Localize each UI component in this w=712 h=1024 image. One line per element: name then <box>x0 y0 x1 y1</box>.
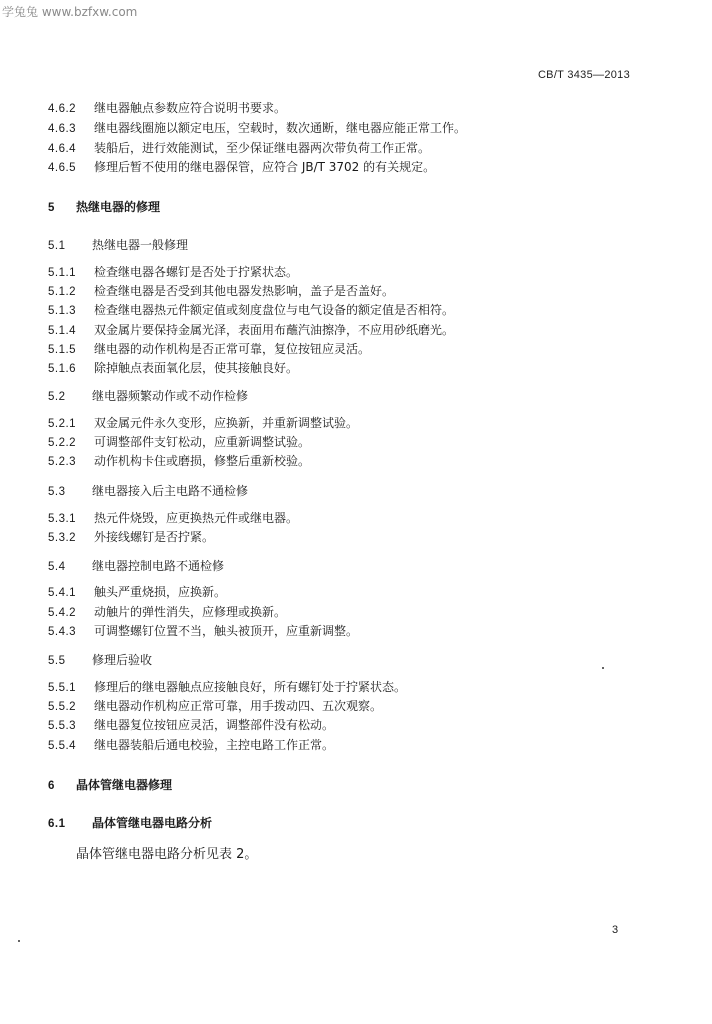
clause-5-2-2 <box>48 432 310 452</box>
clause-number: 5.1.2 <box>48 286 77 298</box>
clause-number: 5.4.3 <box>48 626 77 638</box>
section-number: 5 <box>48 202 55 214</box>
clause-5-5-2 <box>48 696 382 716</box>
scan-speck <box>602 667 604 669</box>
subsection-5-2-heading <box>48 386 248 406</box>
clause-number: 5.2.3 <box>48 456 77 468</box>
clause-5-1-6 <box>48 358 298 378</box>
clause-text: 可调整螺钉位置不当，触头被顶开，应重新调整。 <box>94 624 359 638</box>
clause-5-4-1 <box>48 582 226 602</box>
clause-4-6-2 <box>48 98 286 118</box>
subsection-number: 5.1 <box>48 240 66 252</box>
clause-5-1-4 <box>48 320 454 340</box>
section-6-heading <box>48 775 172 795</box>
clause-text: 双金属元件永久变形，应换新，并重新调整试验。 <box>94 416 359 430</box>
clause-5-1-1 <box>48 262 298 282</box>
clause-number: 5.1.3 <box>48 305 77 317</box>
clause-number: 5.5.3 <box>48 720 77 732</box>
subsection-title: 修理后验收 <box>92 653 153 667</box>
clause-text: 热元件烧毁，应更换热元件或继电器。 <box>94 511 299 525</box>
clause-text: 除掉触点表面氧化层，使其接触良好。 <box>94 361 299 375</box>
clause-5-3-2 <box>48 527 214 547</box>
scan-speck <box>18 940 20 942</box>
subsection-6-1-heading <box>48 813 212 833</box>
subsection-title: 继电器频繁动作或不动作检修 <box>92 389 249 403</box>
clause-text: 双金属片要保持金属光泽，表面用布蘸汽油擦净，不应用砂纸磨光。 <box>94 323 455 337</box>
clause-number: 5.3.2 <box>48 532 77 544</box>
subsection-number: 6.1 <box>48 818 66 830</box>
clause-number: 5.4.2 <box>48 607 77 619</box>
clause-number: 5.1.6 <box>48 363 77 375</box>
clause-4-6-4 <box>48 138 430 158</box>
clause-4-6-3 <box>48 118 466 138</box>
clause-text: 可调整部件支钉松动，应重新调整试验。 <box>94 435 311 449</box>
clause-number: 5.1.4 <box>48 325 77 337</box>
clause-number: 5.2.1 <box>48 418 77 430</box>
clause-number: 5.5.1 <box>48 682 77 694</box>
clause-5-2-3 <box>48 451 310 471</box>
subsection-title: 继电器控制电路不通检修 <box>92 559 225 573</box>
clause-text: 修理后的继电器触点应接触良好，所有螺钉处于拧紧状态。 <box>94 680 407 694</box>
clause-text: 继电器装船后通电校验，主控电路工作正常。 <box>94 738 335 752</box>
clause-text: 继电器触点参数应符合说明书要求。 <box>94 101 287 115</box>
clause-5-5-1 <box>48 677 406 697</box>
section-5-heading <box>48 197 160 217</box>
clause-5-1-5 <box>48 339 370 359</box>
page-number: 3 <box>612 924 619 936</box>
clause-number: 5.4.1 <box>48 587 77 599</box>
clause-5-4-2 <box>48 602 286 622</box>
clause-text: 检查继电器各螺钉是否处于拧紧状态。 <box>94 265 299 279</box>
paragraph-6-1: 晶体管继电器电路分析见表 2。 <box>76 847 258 862</box>
site-watermark: 学兔兔 www.bzfxw.com <box>2 5 138 19</box>
subsection-number: 5.5 <box>48 655 66 667</box>
clause-4-6-5 <box>48 157 435 177</box>
clause-5-3-1 <box>48 508 298 528</box>
clause-text: 检查继电器是否受到其他电器发热影响，盖子是否盖好。 <box>94 284 395 298</box>
clause-text: 装船后，进行效能测试，至少保证继电器两次带负荷工作正常。 <box>94 141 431 155</box>
section-title: 热继电器的修理 <box>76 200 161 214</box>
clause-text: 检查继电器热元件额定值或刻度盘位与电气设备的额定值是否相符。 <box>94 303 455 317</box>
subsection-title: 继电器接入后主电路不通检修 <box>92 484 249 498</box>
clause-text: 动触片的弹性消失，应修理或换新。 <box>94 605 287 619</box>
clause-number: 4.6.2 <box>48 103 77 115</box>
clause-number: 5.5.2 <box>48 701 77 713</box>
subsection-number: 5.4 <box>48 561 66 573</box>
clause-5-1-2 <box>48 281 394 301</box>
clause-number: 4.6.5 <box>48 162 77 174</box>
clause-text: 继电器线圈施以额定电压，空载时，数次通断，继电器应能正常工作。 <box>94 121 467 135</box>
clause-5-1-3 <box>48 300 454 320</box>
clause-number: 5.3.1 <box>48 513 77 525</box>
clause-5-4-3 <box>48 621 358 641</box>
clause-text: 外接线螺钉是否拧紧。 <box>94 530 215 544</box>
subsection-number: 5.3 <box>48 486 66 498</box>
subsection-number: 5.2 <box>48 391 66 403</box>
clause-text: 继电器的动作机构是否正常可靠，复位按钮应灵活。 <box>94 342 371 356</box>
section-number: 6 <box>48 780 55 792</box>
clause-5-5-3 <box>48 715 334 735</box>
clause-text: 继电器复位按钮应灵活，调整部件没有松动。 <box>94 718 335 732</box>
subsection-5-3-heading <box>48 481 248 501</box>
section-title: 晶体管继电器修理 <box>76 778 173 792</box>
clause-text: 触头严重烧损，应换新。 <box>94 585 227 599</box>
clause-text: 修理后暂不使用的继电器保管，应符合 JB/T 3702 的有关规定。 <box>94 160 436 174</box>
clause-5-5-4 <box>48 735 334 755</box>
clause-number: 5.1.5 <box>48 344 77 356</box>
standard-code-header: CB/T 3435—2013 <box>537 69 630 81</box>
clause-number: 4.6.3 <box>48 123 77 135</box>
clause-number: 5.1.1 <box>48 267 77 279</box>
clause-text: 继电器动作机构应正常可靠，用手拨动四、五次观察。 <box>94 699 383 713</box>
clause-5-2-1 <box>48 413 358 433</box>
subsection-5-4-heading <box>48 556 224 576</box>
subsection-title: 热继电器一般修理 <box>92 238 189 252</box>
clause-number: 5.2.2 <box>48 437 77 449</box>
clause-number: 4.6.4 <box>48 143 77 155</box>
clause-number: 5.5.4 <box>48 740 77 752</box>
subsection-title: 晶体管继电器电路分析 <box>92 816 213 830</box>
subsection-5-5-heading <box>48 650 152 670</box>
clause-text: 动作机构卡住或磨损，修整后重新校验。 <box>94 454 311 468</box>
subsection-5-1-heading <box>48 235 188 255</box>
